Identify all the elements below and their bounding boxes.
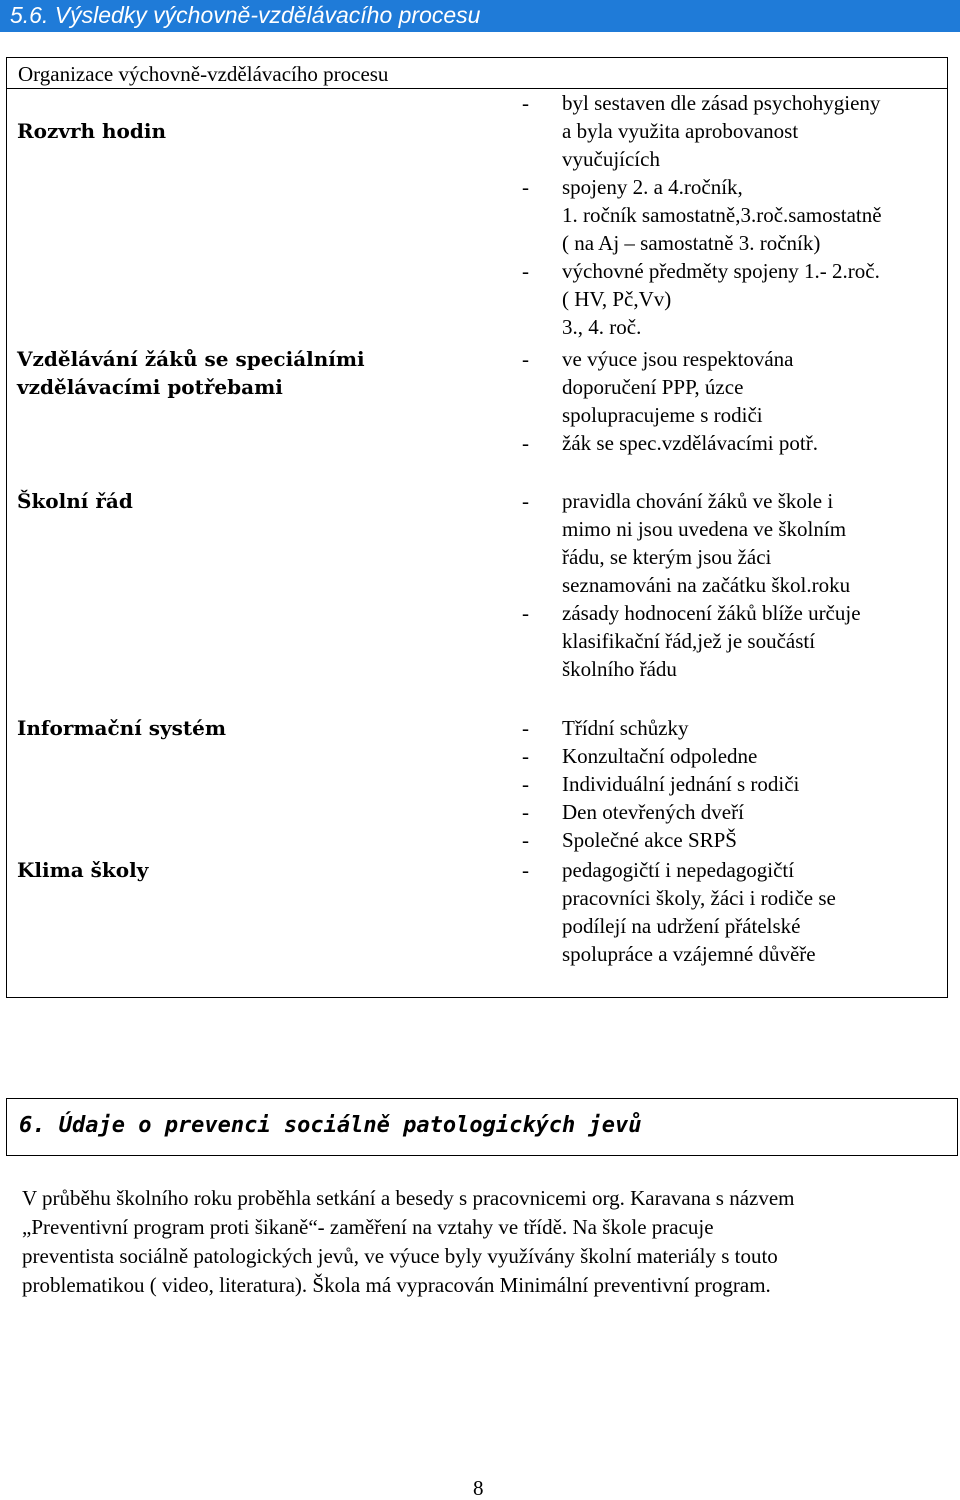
list-dash: - xyxy=(522,489,529,513)
list-item: Společné akce SRPŠ xyxy=(562,828,737,852)
list-item: školního řádu xyxy=(562,657,677,681)
list-item: ve výuce jsou respektována xyxy=(562,347,794,371)
list-dash: - xyxy=(522,175,529,199)
paragraph-line: V průběhu školního roku proběhla setkání a besedy s pracovnicemi org. Karavana s názvem xyxy=(22,1186,795,1210)
list-item: žák se spec.vzdělávacími potř. xyxy=(562,431,818,455)
list-item: ( HV, Pč,Vv) xyxy=(562,287,672,311)
list-dash: - xyxy=(522,259,529,283)
list-dash: - xyxy=(522,772,529,796)
list-item: vyučujících xyxy=(562,147,660,171)
row-label-klima-skoly: Klima školy xyxy=(17,858,149,882)
section6-title: 6. Údaje o prevenci sociálně patologických jevů xyxy=(19,1113,642,1138)
row-label-rozvrh-hodin: Rozvrh hodin xyxy=(17,119,166,143)
list-item: ( na Aj – samostatně 3. ročník) xyxy=(562,231,821,255)
list-item: mimo ni jsou uvedena ve školním xyxy=(562,517,847,541)
list-item: 3., 4. roč. xyxy=(562,315,642,339)
list-dash: - xyxy=(522,347,529,371)
list-item: Den otevřených dveří xyxy=(562,800,744,824)
list-item: spojeny 2. a 4.ročník, xyxy=(562,175,743,199)
list-dash: - xyxy=(522,744,529,768)
process-table xyxy=(6,57,948,998)
row-label-vzdelavani-line2: vzdělávacími potřebami xyxy=(17,375,283,399)
section-heading-text: 5.6. Výsledky výchovně-vzdělávacího procesu xyxy=(10,2,481,28)
list-item: seznamováni na začátku škol.roku xyxy=(562,573,851,597)
list-item: řádu, se kterým jsou žáci xyxy=(562,545,772,569)
row-label-informacni-system: Informační systém xyxy=(17,716,227,740)
list-item: byl sestaven dle zásad psychohygieny xyxy=(562,91,881,115)
page-number: 8 xyxy=(473,1476,484,1500)
list-item: spolupracujeme s rodiči xyxy=(562,403,763,427)
list-item: pedagogičtí i nepedagogičtí xyxy=(562,858,795,882)
list-item: pracovníci školy, žáci i rodiče se xyxy=(562,886,836,910)
list-item: 1. ročník samostatně,3.roč.samostatně xyxy=(562,203,882,227)
list-dash: - xyxy=(522,828,529,852)
section-heading xyxy=(0,0,960,32)
row-label-vzdelavani-line1: Vzdělávání žáků se speciálními xyxy=(17,347,365,371)
list-dash: - xyxy=(522,716,529,740)
list-dash: - xyxy=(522,800,529,824)
list-item: doporučení PPP, úzce xyxy=(562,375,744,399)
list-dash: - xyxy=(522,601,529,625)
list-item: Třídní schůzky xyxy=(562,716,689,740)
list-item: zásady hodnocení žáků blíže určuje xyxy=(562,601,861,625)
table-header: Organizace výchovně-vzdělávacího procesu xyxy=(18,62,389,86)
list-item: spolupráce a vzájemné důvěře xyxy=(562,942,816,966)
list-dash: - xyxy=(522,858,529,882)
list-dash: - xyxy=(522,431,529,455)
paragraph-line: problematikou ( video, literatura). Škola má vypracován Minimální preventivní program. xyxy=(22,1273,771,1297)
list-item: výchovné předměty spojeny 1.- 2.roč. xyxy=(562,259,880,283)
list-item: a byla využita aprobovanost xyxy=(562,119,799,143)
paragraph-line: preventista sociálně patologických jevů, ve výuce byly využívány školní materiály s touto xyxy=(22,1244,778,1268)
row-label-skolni-rad: Školní řád xyxy=(17,489,133,513)
list-item: Konzultační odpoledne xyxy=(562,744,758,768)
list-item: Individuální jednání s rodiči xyxy=(562,772,800,796)
list-dash: - xyxy=(522,91,529,115)
section6-heading-box xyxy=(6,1098,958,1156)
list-item: klasifikační řád,jež je součástí xyxy=(562,629,816,653)
list-item: pravidla chování žáků ve škole i xyxy=(562,489,834,513)
list-item: podílejí na udržení přátelské xyxy=(562,914,801,938)
paragraph-line: „Preventivní program proti šikaně“- zaměření na vztahy ve třídě. Na škole pracuje xyxy=(22,1215,714,1239)
